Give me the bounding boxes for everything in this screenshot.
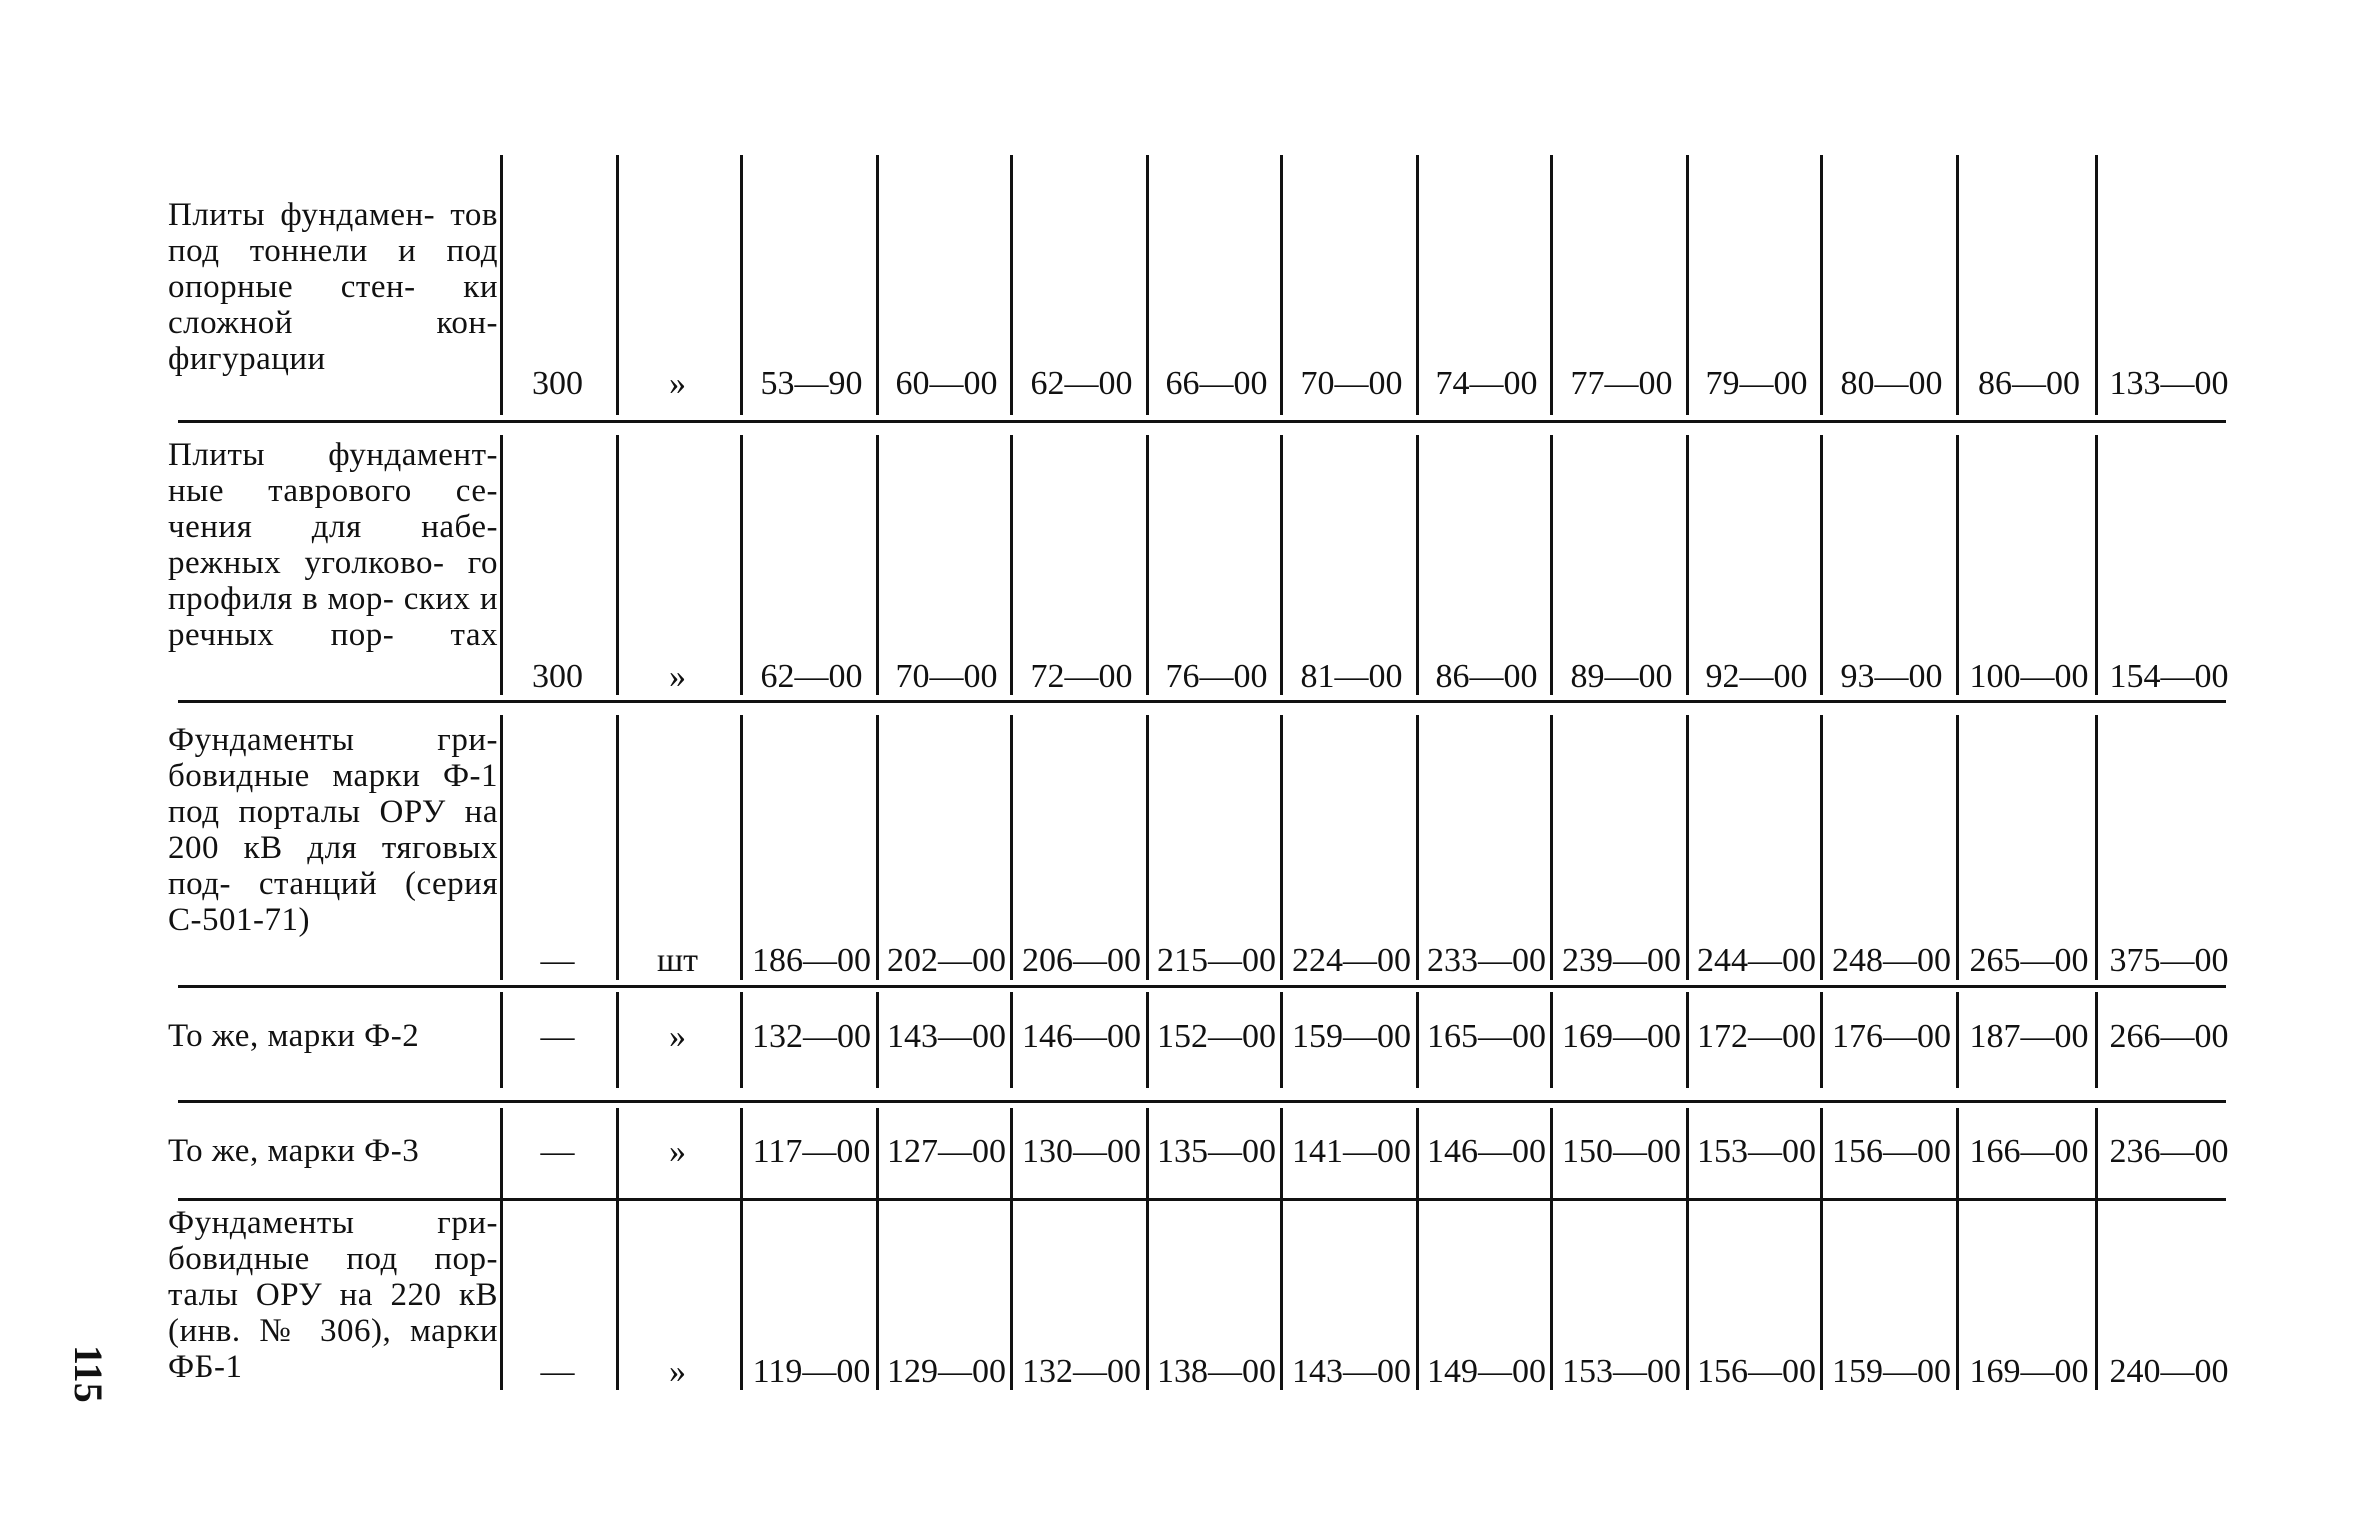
- price-cell: 166—00: [1969, 1133, 2089, 1170]
- row-description: Плиты фундамент- ные таврового се- чения для набе- режных уголково- го профиля в мор- ских и речных пор- тах: [168, 437, 498, 653]
- price-cell: 135—00: [1157, 1133, 1276, 1170]
- price-cell: 89—00: [1570, 658, 1673, 695]
- column-divider: [1280, 435, 1283, 695]
- row-divider: [178, 700, 2226, 703]
- price-cell: 129—00: [887, 1353, 1006, 1390]
- price-cell: 186—00: [752, 942, 871, 979]
- price-cell: 153—00: [1697, 1133, 1816, 1170]
- unit-cell: »: [669, 1353, 686, 1390]
- column-divider: [1010, 435, 1013, 695]
- unit-cell: »: [669, 1018, 686, 1055]
- unit-cell: »: [669, 658, 686, 695]
- weight-cell: —: [540, 1018, 575, 1055]
- price-cell: 76—00: [1165, 658, 1268, 695]
- price-cell: 187—00: [1969, 1018, 2089, 1055]
- column-divider: [1146, 715, 1149, 980]
- page-number: 115: [66, 1345, 111, 1403]
- weight-cell: 300: [532, 365, 583, 402]
- price-cell: 133—00: [2109, 365, 2229, 402]
- column-divider: [740, 435, 743, 695]
- price-cell: 159—00: [1292, 1018, 1411, 1055]
- weight-cell: —: [540, 1133, 575, 1170]
- unit-cell: »: [669, 1133, 686, 1170]
- price-cell: 146—00: [1022, 1018, 1141, 1055]
- column-divider: [740, 155, 743, 415]
- price-cell: 153—00: [1562, 1353, 1681, 1390]
- price-cell: 132—00: [1022, 1353, 1141, 1390]
- row-divider: [178, 420, 2226, 423]
- column-divider: [1820, 715, 1823, 980]
- price-cell: 66—00: [1165, 365, 1268, 402]
- price-cell: 154—00: [2109, 658, 2229, 695]
- column-divider: [876, 435, 879, 695]
- price-cell: 375—00: [2109, 942, 2229, 979]
- price-cell: 224—00: [1292, 942, 1411, 979]
- price-cell: 150—00: [1562, 1133, 1681, 1170]
- column-divider: [616, 435, 619, 695]
- row-divider: [178, 985, 2226, 988]
- price-cell: 176—00: [1832, 1018, 1951, 1055]
- column-divider: [2095, 715, 2098, 980]
- price-cell: 149—00: [1427, 1353, 1546, 1390]
- price-cell: 266—00: [2109, 1018, 2229, 1055]
- price-cell: 86—00: [1978, 365, 2080, 402]
- price-cell: 53—90: [760, 365, 863, 402]
- price-cell: 127—00: [887, 1133, 1006, 1170]
- weight-cell: —: [540, 942, 575, 979]
- price-cell: 146—00: [1427, 1133, 1546, 1170]
- price-cell: 169—00: [1969, 1353, 2089, 1390]
- price-cell: 143—00: [887, 1018, 1006, 1055]
- price-cell: 244—00: [1697, 942, 1816, 979]
- price-cell: 248—00: [1832, 942, 1951, 979]
- column-divider: [1550, 435, 1553, 695]
- price-cell: 81—00: [1300, 658, 1403, 695]
- column-divider: [1146, 435, 1149, 695]
- price-cell: 143—00: [1292, 1353, 1411, 1390]
- weight-cell: —: [540, 1353, 575, 1390]
- column-divider: [1686, 435, 1689, 695]
- price-cell: 172—00: [1697, 1018, 1816, 1055]
- price-cell: 80—00: [1840, 365, 1943, 402]
- price-cell: 132—00: [752, 1018, 871, 1055]
- price-cell: 169—00: [1562, 1018, 1681, 1055]
- price-cell: 86—00: [1435, 658, 1538, 695]
- column-divider: [740, 715, 743, 980]
- price-cell: 70—00: [1300, 365, 1403, 402]
- price-cell: 202—00: [887, 942, 1006, 979]
- column-divider: [740, 1108, 743, 1195]
- price-cell: 240—00: [2109, 1353, 2229, 1390]
- column-divider: [1416, 435, 1419, 695]
- unit-cell: шт: [656, 942, 699, 979]
- price-cell: 74—00: [1435, 365, 1538, 402]
- unit-cell: »: [669, 365, 686, 402]
- row-description: Фундаменты гри- бовидные марки Ф-1 под порталы ОРУ на 200 кВ для тяговых под- станций (серия С-501-71): [168, 722, 498, 938]
- price-cell: 62—00: [760, 658, 863, 695]
- column-divider: [500, 435, 503, 695]
- price-cell: 138—00: [1157, 1353, 1276, 1390]
- price-cell: 233—00: [1427, 942, 1546, 979]
- price-cell: 92—00: [1705, 658, 1808, 695]
- column-divider: [2095, 435, 2098, 695]
- price-cell: 206—00: [1022, 942, 1141, 979]
- row-divider: [178, 1100, 2226, 1103]
- price-cell: 165—00: [1427, 1018, 1546, 1055]
- price-cell: 119—00: [752, 1353, 871, 1390]
- price-cell: 141—00: [1292, 1133, 1411, 1170]
- row-description: Фундаменты гри- бовидные под пор- талы ОРУ на 220 кВ (инв. № 306), марки ФБ-1: [168, 1205, 498, 1385]
- price-cell: 236—00: [2109, 1133, 2229, 1170]
- column-divider: [500, 715, 503, 980]
- column-divider: [1280, 715, 1283, 980]
- price-cell: 60—00: [895, 365, 998, 402]
- price-cell: 93—00: [1840, 658, 1943, 695]
- price-cell: 77—00: [1570, 365, 1673, 402]
- column-divider: [740, 992, 743, 1088]
- weight-cell: 300: [532, 658, 583, 695]
- column-divider: [876, 715, 879, 980]
- column-divider: [740, 1195, 743, 1390]
- price-cell: 100—00: [1969, 658, 2089, 695]
- row-description: То же, марки Ф-3: [168, 1133, 420, 1169]
- price-cell: 152—00: [1157, 1018, 1276, 1055]
- price-cell: 159—00: [1832, 1353, 1951, 1390]
- column-divider: [1550, 715, 1553, 980]
- column-divider: [616, 715, 619, 980]
- price-cell: 117—00: [752, 1133, 871, 1170]
- price-cell: 156—00: [1697, 1353, 1816, 1390]
- price-cell: 130—00: [1022, 1133, 1141, 1170]
- price-cell: 62—00: [1030, 365, 1133, 402]
- row-divider: [178, 1198, 2226, 1201]
- price-cell: 70—00: [895, 658, 998, 695]
- price-cell: 265—00: [1969, 942, 2089, 979]
- column-divider: [1416, 715, 1419, 980]
- price-cell: 215—00: [1157, 942, 1276, 979]
- row-description: То же, марки Ф-2: [168, 1018, 420, 1054]
- price-cell: 156—00: [1832, 1133, 1951, 1170]
- column-divider: [1686, 715, 1689, 980]
- price-cell: 239—00: [1562, 942, 1681, 979]
- row-description: Плиты фундамен- тов под тоннели и под опорные стен- ки сложной кон- фигурации: [168, 197, 498, 377]
- column-divider: [1956, 435, 1959, 695]
- price-cell: 72—00: [1030, 658, 1133, 695]
- column-divider: [1956, 715, 1959, 980]
- column-divider: [1820, 435, 1823, 695]
- price-cell: 79—00: [1705, 365, 1808, 402]
- column-divider: [1010, 715, 1013, 980]
